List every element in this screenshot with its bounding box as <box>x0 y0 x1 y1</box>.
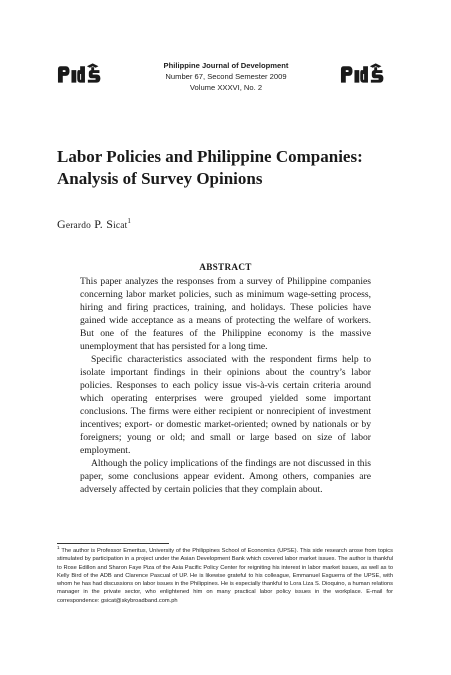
author-name <box>57 217 131 232</box>
author-first-rest: erardo <box>65 221 92 231</box>
author-first-initial: G <box>57 217 66 231</box>
footnote <box>57 547 393 605</box>
footnote-rule <box>57 543 169 544</box>
journal-title: Philippine Journal of Development <box>163 61 289 70</box>
author-last-rest: icat <box>113 221 128 231</box>
abstract-paragraph-1: This paper analyzes the responses from a survey of Philippine companies concerning labor market policies, such as minimum wage-setting process, hiring and firing practices, training, and holidays. These policies have gained wide acceptance as a means of protecting the welfare of workers. But one of the features of the Philippine economy is the massive unemployment that has persisted for a long time. <box>80 276 371 352</box>
author-last-initial: S <box>106 217 114 231</box>
abstract-body <box>80 275 371 496</box>
article-title-line-1: Labor Policies and Philippine Companies: <box>57 147 363 166</box>
pids-logo-left <box>57 62 111 84</box>
article-title-line-2: Analysis of Survey Opinions <box>57 169 263 188</box>
journal-number: Number 67, Second Semester 2009 <box>165 72 287 81</box>
journal-volume: Volume XXXVI, No. 2 <box>189 83 263 92</box>
pids-logo-right <box>340 62 394 84</box>
footnote-text: The author is Professor Emeritus, University of the Philippines School of Economics (UPSE). This side research arose from topics stimulated by participation in a project under the Asian Development Bank which covered labor market issues. The author is thankful to Rose Edillon and Sharon Faye Piza of the Asia Pacific Policy Center for reigniting his interest in labor market issues, as well as to Kelly Bird of the ADB and Clarence Pascual of UP. He is likewise grateful to his colleague, Emmanuel Esguerra of the UPSE, with whom he has had discussions on labor issues in the Philippines. He is especially thankful to Lora Liza S. Dioquino, a human relations manager in the private sector, who enlightened him on many practical labor policy issues in the workplace. E-mail for correspondence: gsicat@skybroadband.com.ph <box>57 548 393 604</box>
journal-header <box>140 60 312 93</box>
abstract-paragraph-2: Specific characteristics associated with the respondent firms help to isolate important findings in their opinions about the country’s labor policies. Responses to each policy issue vis-à-vis certain criteria around which operating enterprises were grouped yielded some important conclusions. The firms were either recipient or nonrecipient of investment incentives; export- or domestic market-oriented; owned by nationals or by foreigners; young or old; and small or large based on size of labor employment. <box>80 354 371 456</box>
abstract-paragraph-3: Although the policy implications of the findings are not discussed in this paper, some conclusions appear evident. Among others, companies are adversely affected by certain policies that they complain about. <box>80 458 371 495</box>
author-middle: P. <box>91 217 107 231</box>
author-footnote-mark: 1 <box>127 217 132 225</box>
abstract-heading: ABSTRACT <box>199 262 252 272</box>
footnote-mark: 1 <box>57 545 60 551</box>
article-title <box>57 146 407 190</box>
